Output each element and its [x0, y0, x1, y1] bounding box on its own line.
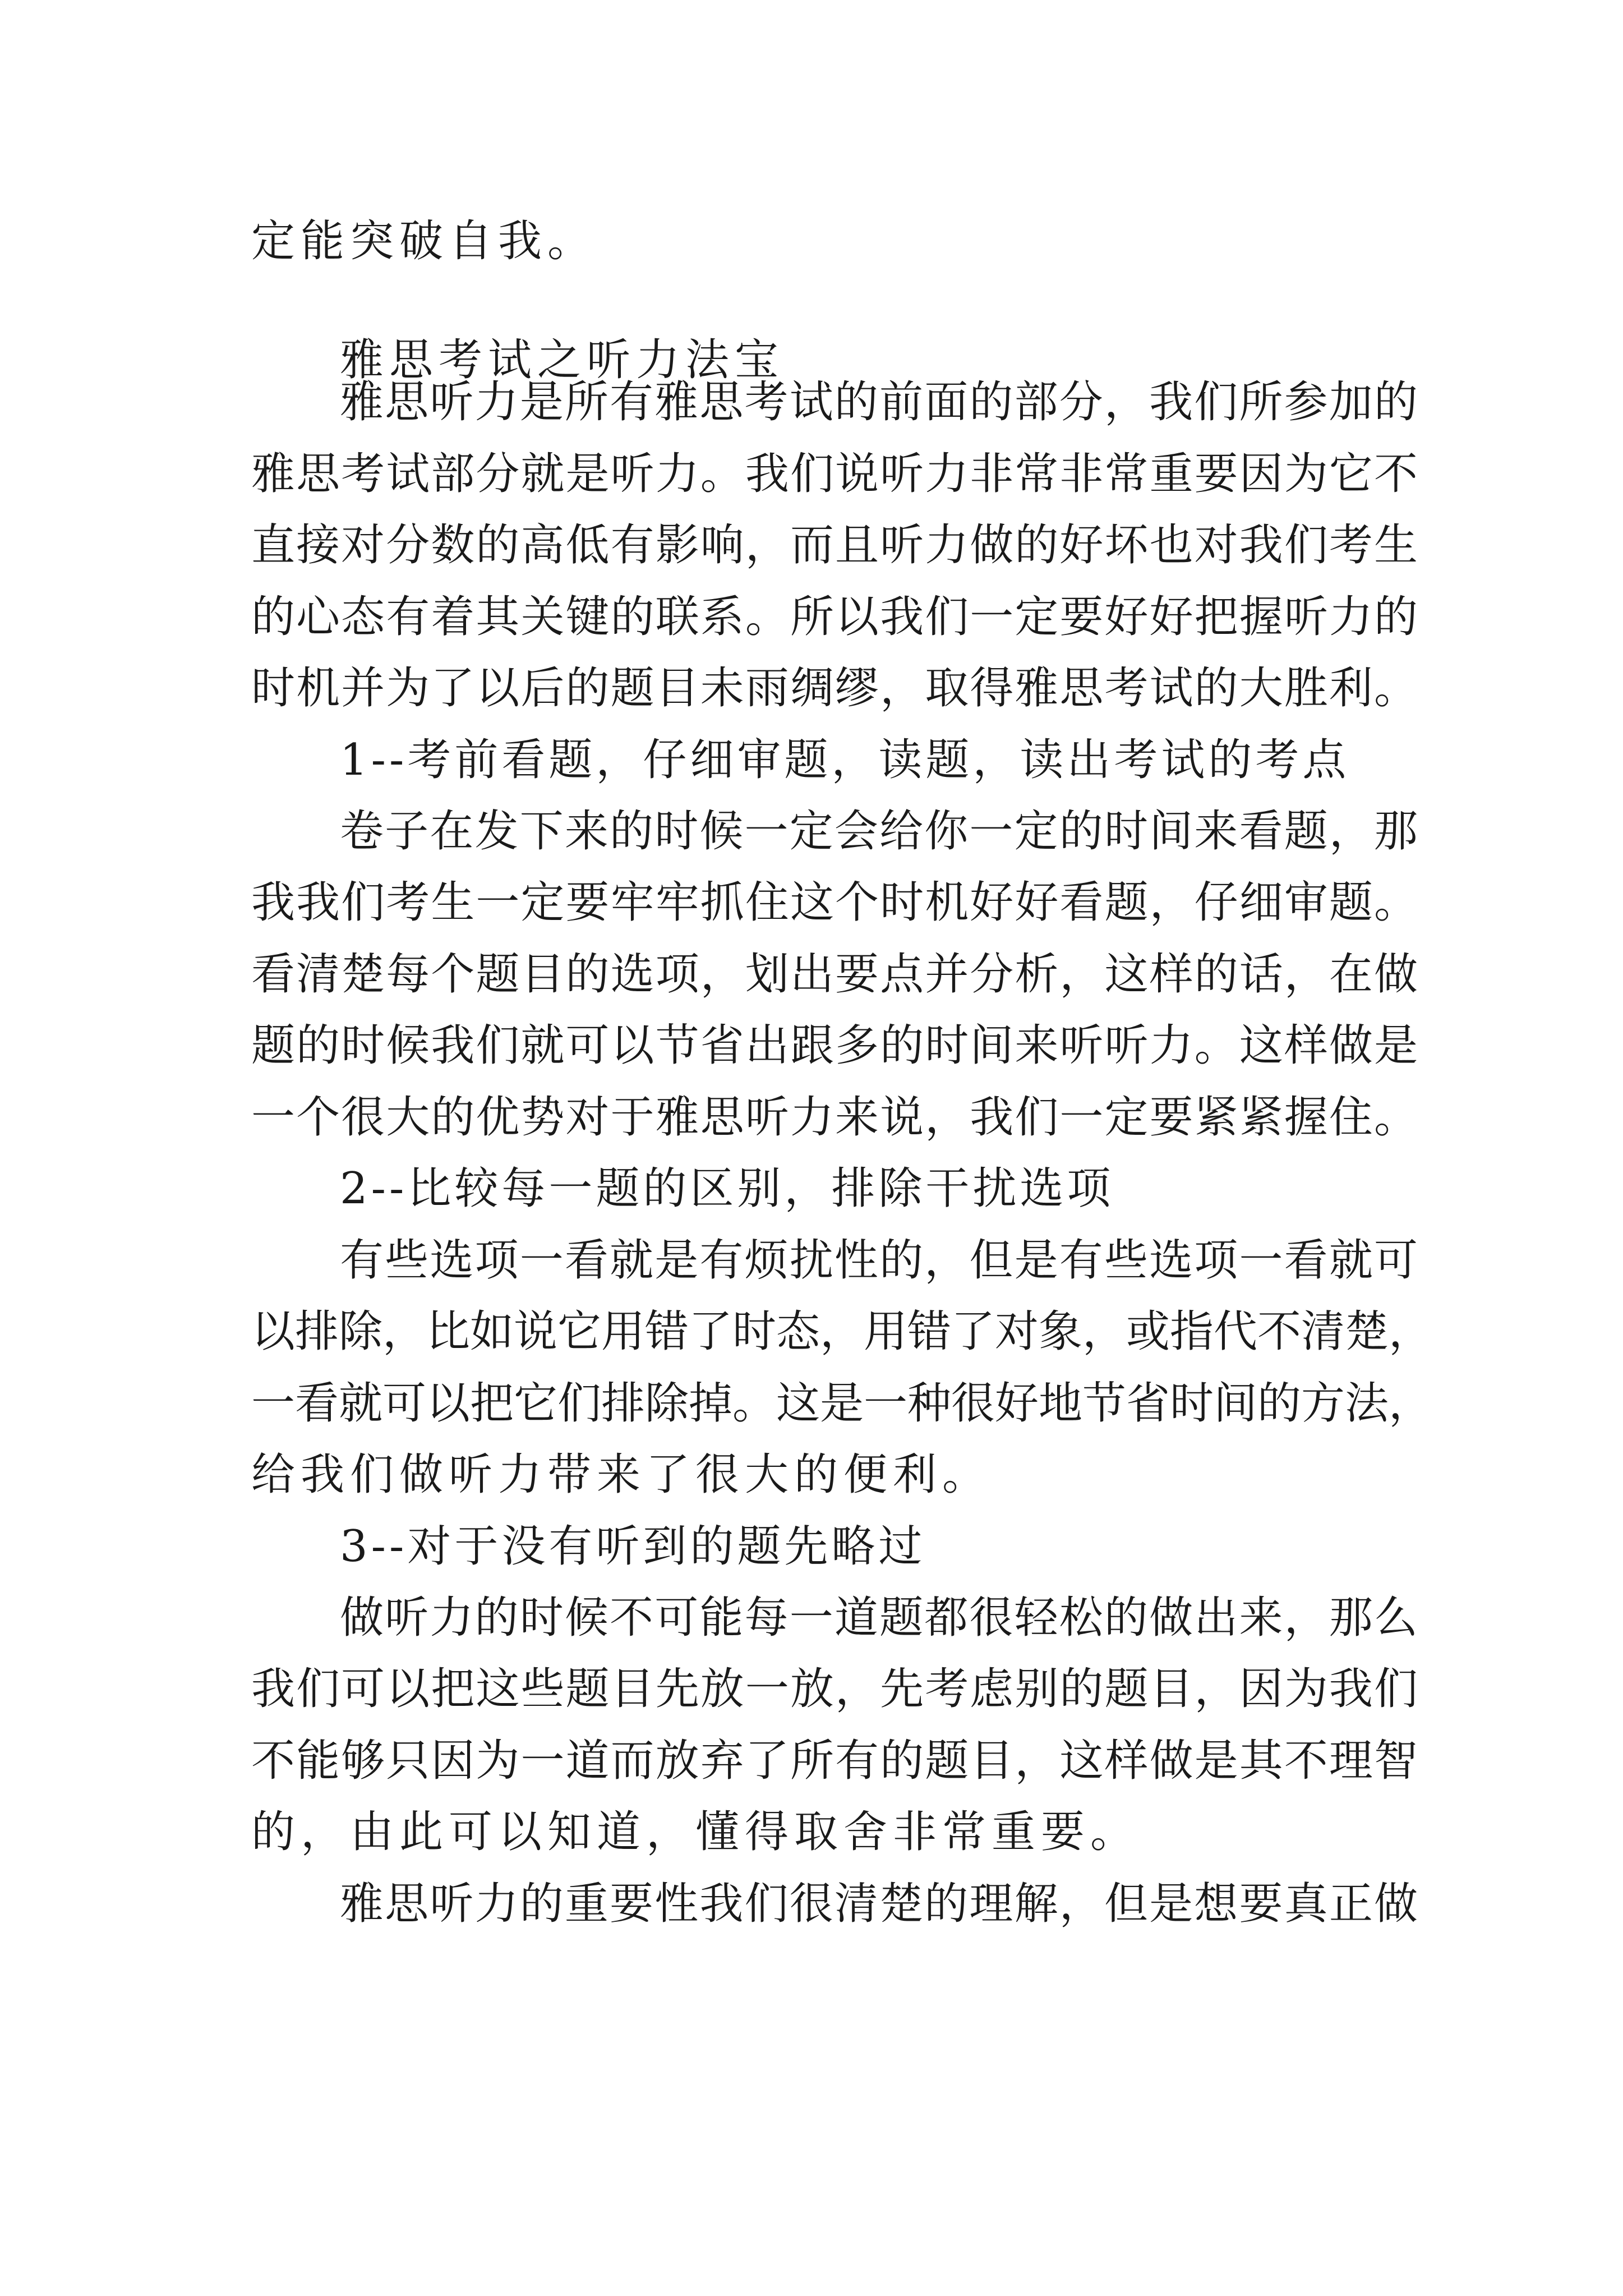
text-line: 我们可以把这些题目先放一放，先考虑别的题目，因为我们 [251, 1664, 1418, 1714]
text-line: 雅思听力是所有雅思考试的前面的部分，我们所参加的 [340, 377, 1418, 427]
text-line: 以排除，比如说它用错了时态，用错了对象，或指代不清楚， [251, 1306, 1433, 1357]
text-line: 一看就可以把它们排除掉。这是一种很好地节省时间的方法， [251, 1378, 1433, 1429]
text-line: 我我们考生一定要牢牢抓住这个时机好好看题，仔细审题。 [251, 877, 1418, 928]
list-item-heading: 2--比较每一题的区别，排除干扰选项 [340, 1163, 1114, 1214]
text-line: 题的时候我们就可以节省出跟多的时间来听听力。这样做是 [251, 1020, 1418, 1071]
list-item-heading: 1--考前看题，仔细审题，读题，读出考试的考点 [340, 735, 1350, 785]
text-line: 一个很大的优势对于雅思听力来说，我们一定要紧紧握住。 [251, 1092, 1418, 1143]
text-line: 雅思考试部分就是听力。我们说听力非常非常重要因为它不 [251, 449, 1418, 499]
text-line: 直接对分数的高低有影响，而且听力做的好坏也对我们考生 [251, 520, 1418, 570]
text-line: 雅思听力的重要性我们很清楚的理解，但是想要真正做 [340, 1879, 1418, 1929]
text-line: 定能突破自我。 [251, 216, 597, 266]
text-line: 的，由此可以知道，懂得取舍非常重要。 [251, 1807, 1140, 1857]
text-line: 有些选项一看就是有烦扰性的，但是有些选项一看就可 [340, 1235, 1418, 1286]
section-heading: 雅思考试之听力法宝 [340, 335, 785, 385]
text-line: 的心态有着其关键的联系。所以我们一定要好好把握听力的 [251, 592, 1418, 642]
text-line: 做听力的时候不可能每一道题都很轻松的做出来，那么 [340, 1593, 1418, 1643]
text-line: 给我们做听力带来了很大的便利。 [251, 1450, 992, 1500]
text-line: 不能够只因为一道而放弃了所有的题目，这样做是其不理智 [251, 1736, 1418, 1786]
text-line: 卷子在发下来的时候一定会给你一定的时间来看题，那 [340, 806, 1418, 857]
list-item-heading: 3--对于没有听到的题先略过 [340, 1521, 926, 1572]
text-line: 看清楚每个题目的选项，划出要点并分析，这样的话，在做 [251, 949, 1418, 1000]
text-line: 时机并为了以后的题目未雨绸缪，取得雅思考试的大胜利。 [251, 663, 1418, 714]
